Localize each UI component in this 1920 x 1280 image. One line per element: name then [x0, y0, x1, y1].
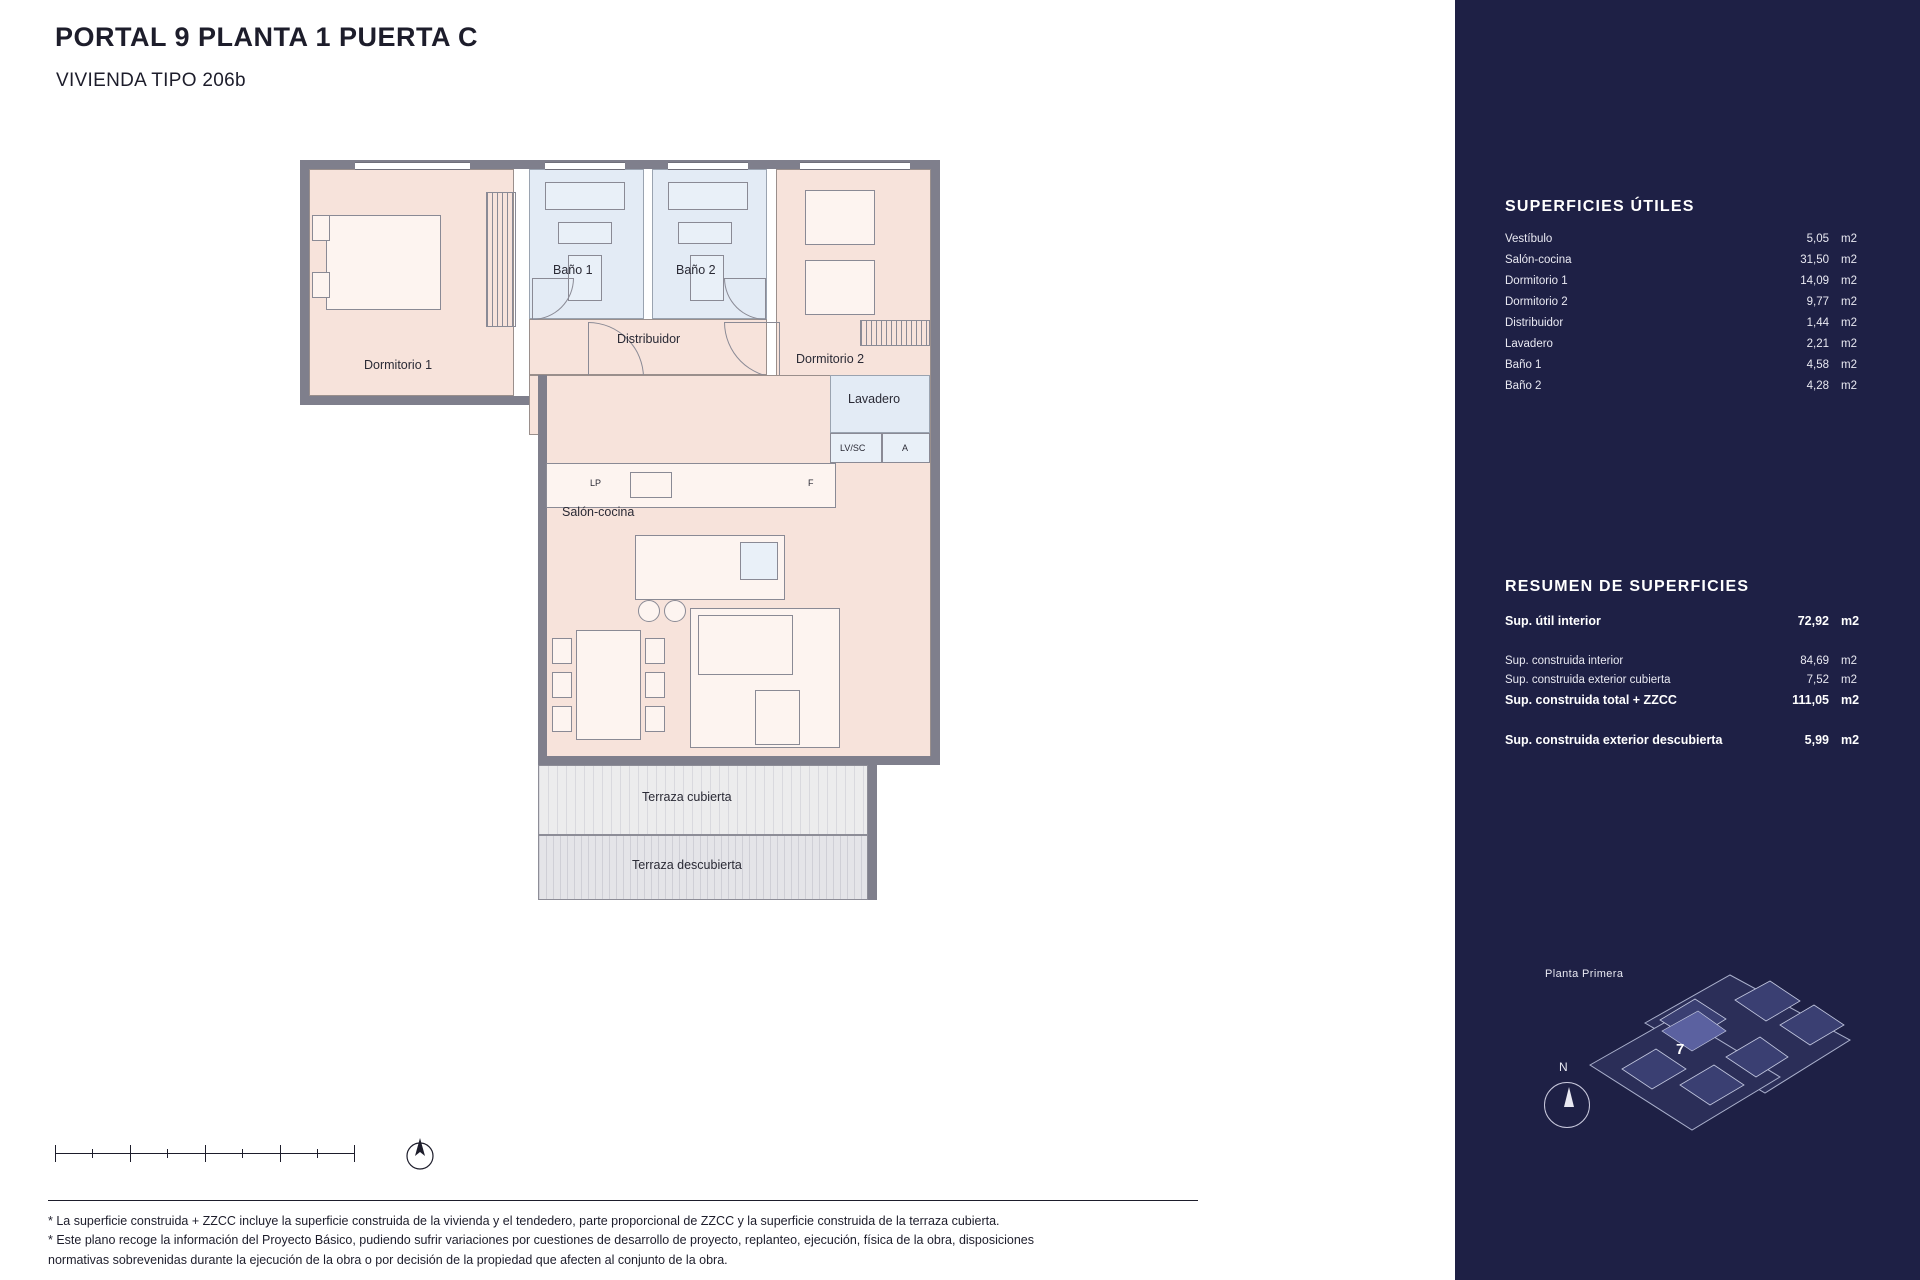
scale-tick	[354, 1145, 355, 1162]
surface-unit: m2	[1841, 338, 1857, 350]
surface-name: Baño 1	[1505, 359, 1542, 371]
dining-chair-6	[645, 706, 665, 732]
summary-name: Sup. construida exterior descubierta	[1505, 733, 1723, 747]
summary-value: 84,69	[1800, 655, 1829, 667]
wall-left-lower	[538, 375, 547, 765]
label-frigo: F	[808, 478, 814, 488]
footnote-3: normativas sobrevenidas durante la ejecución de la obra o por decisión de la propiedad que afecten al conjunto de la obra.	[48, 1252, 728, 1267]
window-bano-2	[668, 162, 748, 170]
summary-unit: m2	[1841, 733, 1860, 747]
summary-value: 72,92	[1797, 614, 1829, 628]
surface-unit: m2	[1841, 254, 1857, 266]
closet-dormitorio-2	[860, 320, 930, 346]
floor-plan-drawing	[300, 160, 1000, 1060]
summary-value: 7,52	[1806, 674, 1829, 686]
wall-terrace-right	[868, 765, 877, 900]
compass-icon	[1540, 1060, 1594, 1130]
surface-name: Salón-cocina	[1505, 254, 1572, 266]
surface-value: 31,50	[1800, 254, 1829, 266]
surface-unit: m2	[1841, 296, 1857, 308]
window-dormitorio-1	[355, 162, 470, 170]
shower-bano-2	[668, 182, 748, 210]
label-dormitorio-1: Dormitorio 1	[364, 358, 433, 372]
surface-name: Distribuidor	[1505, 317, 1564, 329]
scale-tick	[130, 1145, 131, 1162]
scale-tick	[167, 1149, 168, 1158]
wall-bottom-lower	[538, 756, 938, 765]
surface-value: 5,05	[1806, 233, 1829, 245]
label-distribuidor: Distribuidor	[617, 332, 681, 346]
scale-tick	[242, 1149, 243, 1158]
summary-name: Sup. construida interior	[1505, 655, 1624, 667]
surface-unit: m2	[1841, 380, 1857, 392]
north-arrow-icon	[400, 1130, 440, 1174]
surface-name: Dormitorio 1	[1505, 275, 1568, 287]
page-title: PORTAL 9 PLANTA 1 PUERTA C	[55, 22, 479, 52]
label-armario: A	[902, 443, 909, 453]
label-lv-sc: LV/SC	[840, 443, 866, 453]
surfaces-useful-title: SUPERFICIES ÚTILES	[1505, 198, 1695, 215]
sink-bano-1	[558, 222, 612, 244]
summary-name: Sup. útil interior	[1505, 614, 1601, 628]
surface-name: Dormitorio 2	[1505, 296, 1568, 308]
bar-stool-2	[664, 600, 686, 622]
scale-tick	[55, 1145, 56, 1162]
dining-chair-4	[645, 638, 665, 664]
summary-name: Sup. construida exterior cubierta	[1505, 674, 1671, 686]
label-dormitorio-2: Dormitorio 2	[796, 352, 865, 366]
surface-name: Vestíbulo	[1505, 233, 1553, 245]
bed-dormitorio-1	[326, 215, 441, 310]
surface-value: 14,09	[1800, 275, 1829, 287]
sink-bano-2	[678, 222, 732, 244]
summary-value: 111,05	[1792, 693, 1829, 707]
compass-north-label: N	[1559, 1060, 1568, 1074]
scale-tick	[205, 1145, 206, 1162]
bed-dormitorio-2b	[805, 260, 875, 315]
surface-value: 9,77	[1806, 296, 1829, 308]
surfaces-summary-title: RESUMEN DE SUPERFICIES	[1505, 578, 1750, 595]
footnote-2: * Este plano recoge la información del Proyecto Básico, pudiendo sufrir variaciones por cuestiones de desarrollo de proyecto, replanteo, ejecución, física de la obra, disposiciones	[48, 1233, 1034, 1248]
summary-value: 5,99	[1804, 733, 1829, 747]
summary-unit: m2	[1841, 614, 1860, 628]
label-salon-cocina: Salón-cocina	[562, 505, 635, 519]
page-subtitle: VIVIENDA TIPO 206b	[56, 70, 246, 91]
footnotes	[48, 1212, 1208, 1270]
label-bano-1: Baño 1	[553, 263, 593, 277]
label-lp: LP	[590, 478, 602, 488]
surface-unit: m2	[1841, 275, 1857, 287]
scale-bar	[55, 1140, 355, 1166]
footnote-1: * La superficie construida + ZZCC incluye la superficie construida de la vivienda y el tendedero, parte proporcional de ZZCC y la superficie construida de la terraza cubierta.	[48, 1214, 1000, 1228]
dining-chair-2	[552, 672, 572, 698]
coffee-table	[755, 690, 800, 745]
surface-value: 1,44	[1806, 317, 1829, 329]
label-bano-2: Baño 2	[676, 263, 716, 277]
summary-name: Sup. construida total + ZZCC	[1505, 693, 1677, 707]
label-terraza-descubierta: Terraza descubierta	[632, 858, 742, 872]
summary-unit: m2	[1841, 674, 1857, 686]
shower-bano-1	[545, 182, 625, 210]
scale-tick	[92, 1149, 93, 1158]
surface-unit: m2	[1841, 359, 1857, 371]
kitchen-sink	[630, 472, 672, 498]
label-lavadero: Lavadero	[848, 392, 901, 406]
keyplan-label: Planta Primera	[1545, 968, 1624, 980]
bar-stool-1	[638, 600, 660, 622]
bed-dormitorio-2	[805, 190, 875, 245]
surface-value: 4,28	[1806, 380, 1829, 392]
cooktop	[740, 542, 778, 580]
compass-needle	[1564, 1087, 1574, 1107]
surface-unit: m2	[1841, 317, 1857, 329]
label-terraza-cubierta: Terraza cubierta	[642, 790, 732, 804]
summary-unit: m2	[1841, 655, 1857, 667]
surface-name: Lavadero	[1505, 338, 1553, 350]
sofa	[698, 615, 793, 675]
nightstand-1b	[312, 272, 330, 298]
scale-tick	[280, 1145, 281, 1162]
surface-name: Baño 2	[1505, 380, 1542, 392]
scale-tick	[317, 1149, 318, 1158]
dining-chair-5	[645, 672, 665, 698]
wall-right-upper	[931, 160, 940, 585]
surface-value: 4,58	[1806, 359, 1829, 371]
wall-right-lower	[931, 585, 940, 765]
closet-dormitorio-1	[486, 192, 516, 327]
dining-table	[576, 630, 641, 740]
window-bano-1	[545, 162, 625, 170]
window-dormitorio-2	[800, 162, 910, 170]
dining-chair-1	[552, 638, 572, 664]
footer-divider	[48, 1200, 1198, 1201]
toilet-bano-2	[690, 255, 724, 301]
surface-value: 2,21	[1806, 338, 1829, 350]
dining-chair-3	[552, 706, 572, 732]
surface-unit: m2	[1841, 233, 1857, 245]
keyplan-number: 7	[1676, 1041, 1685, 1058]
nightstand-1a	[312, 215, 330, 241]
summary-unit: m2	[1841, 693, 1860, 707]
wall-left-upper	[300, 160, 309, 405]
